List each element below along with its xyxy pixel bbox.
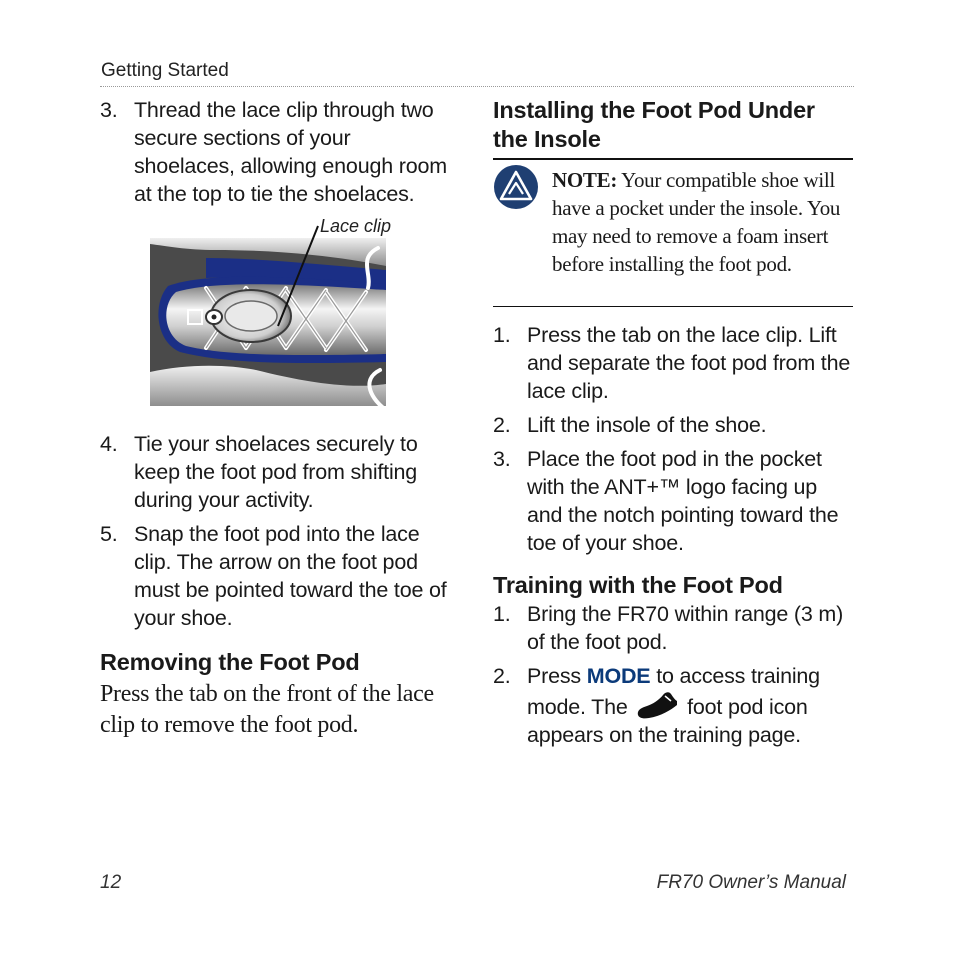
section-label: Getting Started xyxy=(101,60,229,81)
list-item xyxy=(493,411,853,439)
right-column xyxy=(493,96,853,755)
step-text: Thread the lace clip through two secure sections of your shoelaces, allowing enough room at the top to tie the shoelaces. xyxy=(134,98,447,206)
list-item xyxy=(100,96,456,208)
step-text-post: foot pod icon appears on the training page. xyxy=(527,695,808,747)
step-text: Lift the insole of the shoe. xyxy=(527,413,767,437)
step-number: 1. xyxy=(493,602,511,626)
step-text: Place the foot pod in the pocket with the ANT+™ logo facing up and the notch pointing toward the toe of your shoe. xyxy=(527,447,839,555)
step-number: 4. xyxy=(100,432,118,456)
step-text-pre: Press xyxy=(527,664,587,688)
left-column xyxy=(100,96,456,741)
note-body: Your compatible shoe will have a pocket under the insole. You may need to remove a foam insert before installing the foot pod. xyxy=(552,168,841,276)
step-text-mid: to access training mode. The xyxy=(527,664,820,719)
step-number: 1. xyxy=(493,323,511,347)
step-number: 3. xyxy=(493,447,511,471)
step-text: Snap the foot pod into the lace clip. The arrow on the foot pod must be pointed toward the toe of your shoe. xyxy=(134,522,447,630)
mode-key-label: MODE xyxy=(586,664,651,688)
section-heading-installing: Installing the Foot Pod Under the Insole xyxy=(493,97,815,152)
list-item xyxy=(493,445,853,557)
step-number: 3. xyxy=(100,98,118,122)
list-item xyxy=(493,321,853,405)
step-text: Press the tab on the lace clip. Lift and separate the foot pod from the lace clip. xyxy=(527,323,851,403)
manual-title: FR70 Owner’s Manual xyxy=(656,872,846,893)
header-divider xyxy=(100,86,854,87)
note-label: NOTE: xyxy=(552,168,618,192)
list-item xyxy=(493,600,853,656)
step-text: Bring the FR70 within range (3 m) of the foot pod. xyxy=(527,602,844,654)
step-text: Tie your shoelaces securely to keep the foot pod from shifting during your activity. xyxy=(134,432,418,512)
foot-pod-shoe-icon xyxy=(635,690,679,720)
list-item xyxy=(100,520,456,632)
section-heading-training: Training with the Foot Pod xyxy=(493,572,783,598)
figure-caption: Lace clip xyxy=(320,216,392,236)
step-number: 5. xyxy=(100,522,118,546)
shoe-lace-clip-illustration xyxy=(146,214,446,414)
step-number: 2. xyxy=(493,413,511,437)
lace-clip-figure xyxy=(146,214,446,414)
list-item xyxy=(100,430,456,514)
note-text xyxy=(552,166,853,278)
note-callout xyxy=(493,158,853,307)
removing-body-text: Press the tab on the front of the lace clip to remove the foot pod. xyxy=(100,681,434,738)
list-item xyxy=(493,662,853,749)
page-number: 12 xyxy=(100,872,122,893)
step-number: 2. xyxy=(493,664,511,688)
section-heading-removing: Removing the Foot Pod xyxy=(100,649,360,675)
note-icon xyxy=(493,164,539,210)
